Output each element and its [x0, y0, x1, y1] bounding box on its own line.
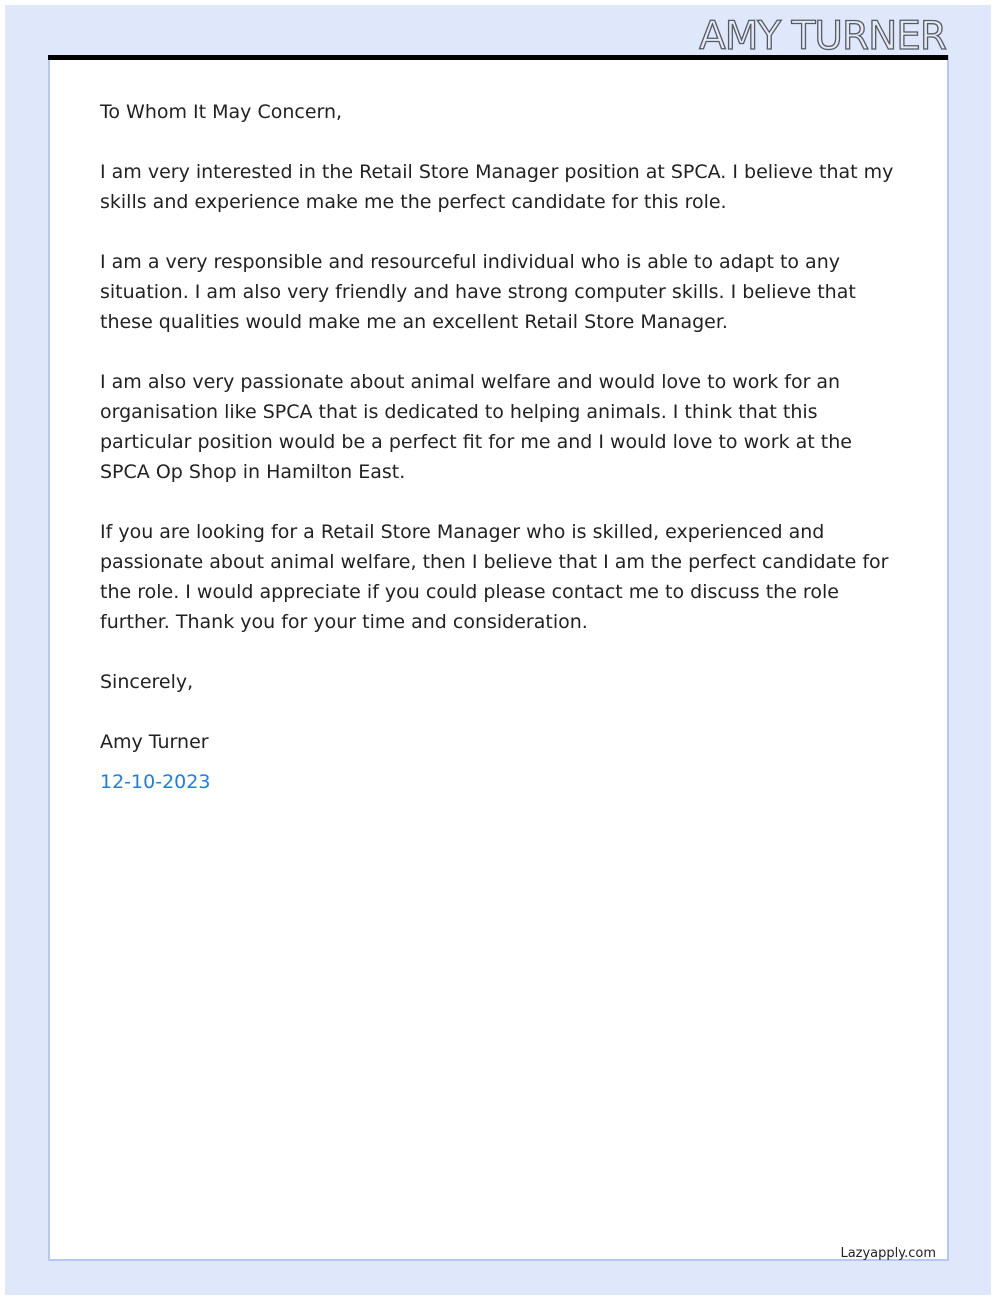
paragraph: I am a very responsible and resourceful individual who is able to adapt to any situation. I am also very friendly and have strong computer skills. I believe that these qualities would make me an excellent Retail Store Manager. [100, 251, 856, 333]
paragraph: If you are looking for a Retail Store Manager who is skilled, experienced and passionate about animal welfare, then I believe that I am the perfect candidate for the role. I would appreciate if you could please contact me to discuss the role further. Thank you for your time and consideration. [100, 521, 889, 633]
paragraph: I am very interested in the Retail Store Manager position at SPCA. I believe that my skills and experience make me the perfect candidate for this role. [100, 161, 894, 213]
paragraph: I am also very passionate about animal welfare and would love to work for an organisation like SPCA that is dedicated to helping animals. I think that this particular position would be a perfect fit for me and I would love to work at the SPCA Op Shop in Hamilton East. [100, 371, 852, 483]
signature: Amy Turner [100, 731, 209, 753]
closing: Sincerely, [100, 671, 194, 693]
watermark: Lazyapply.com [840, 1246, 936, 1261]
letter-body [100, 97, 900, 827]
salutation: To Whom It May Concern, [100, 101, 343, 123]
letter-date: 12-10-2023 [100, 771, 211, 793]
applicant-name: AMY TURNER [699, 14, 946, 59]
